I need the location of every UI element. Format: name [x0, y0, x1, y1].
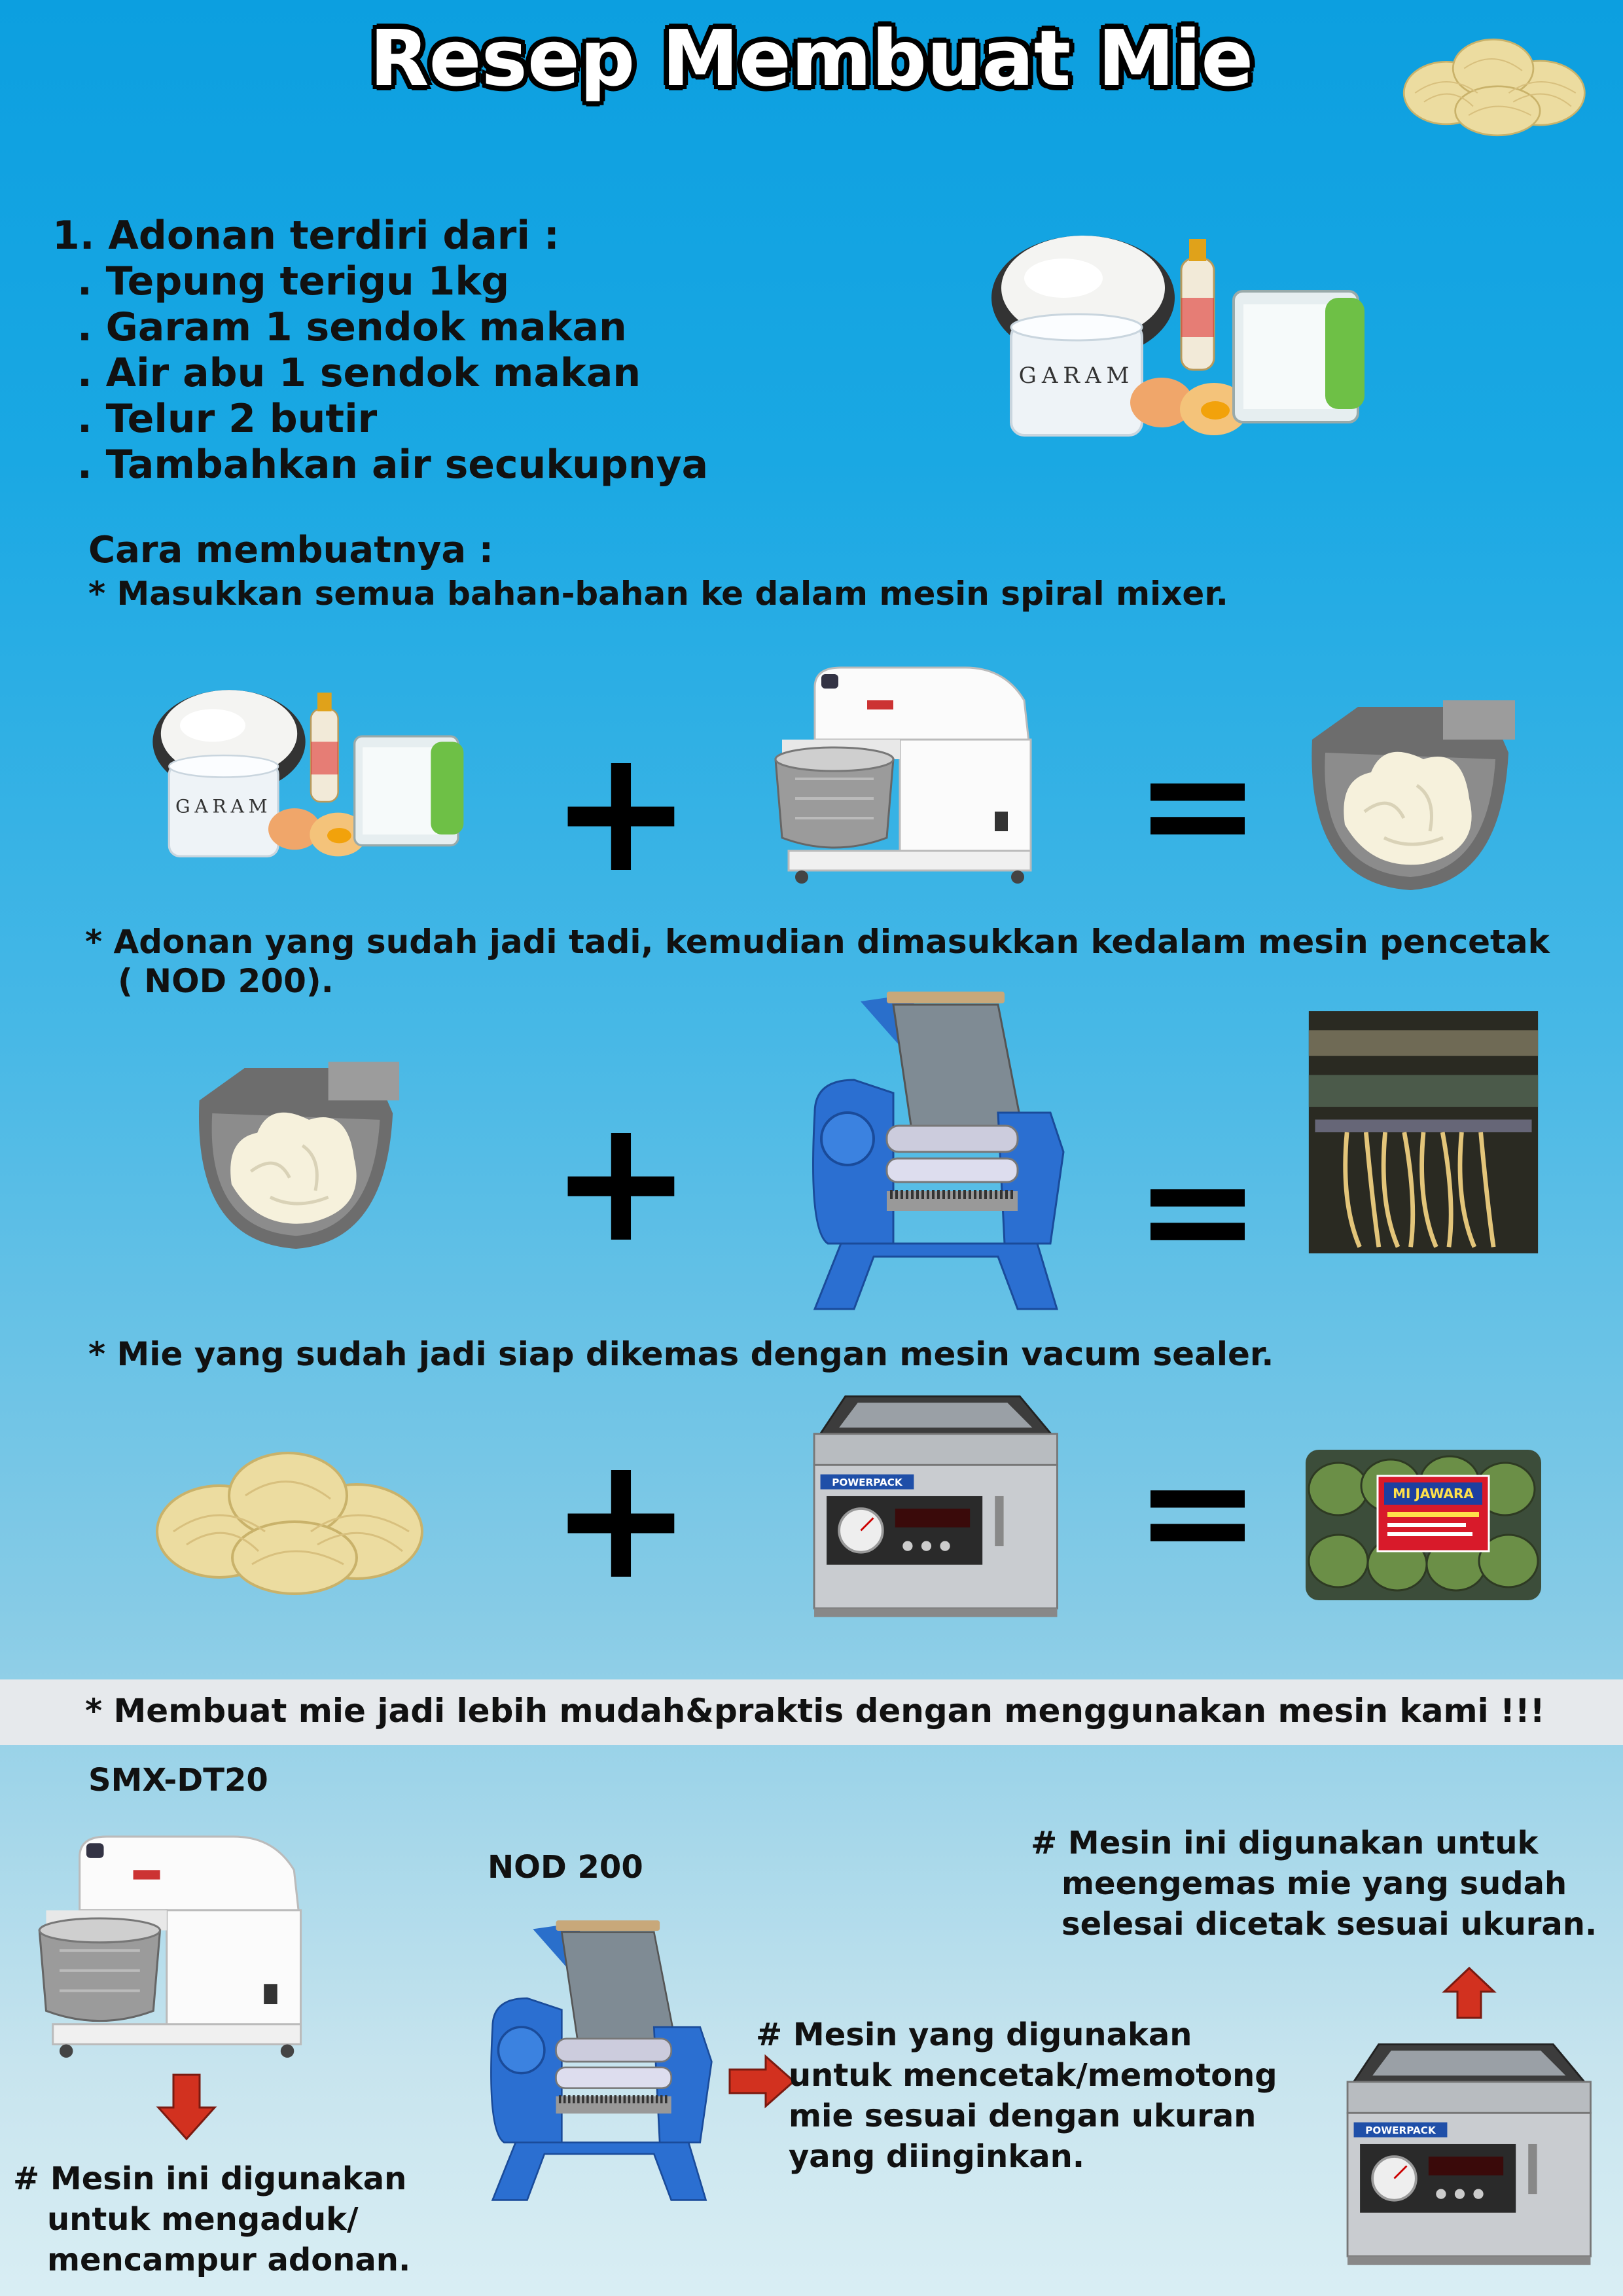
nod-desc-line: # Mesin yang digunakan — [756, 2017, 1192, 2053]
plus-symbol: + — [550, 713, 692, 910]
arrow-down-icon — [157, 2075, 216, 2140]
mixer-model-label: SMX-DT20 — [88, 1762, 268, 1799]
nod-200-machine-image — [481, 1908, 723, 2215]
noodle-nests-image — [147, 1433, 435, 1597]
ingredients-heading: 1. Adonan terdiri dari : — [52, 213, 560, 259]
arrow-up-icon — [1443, 1967, 1495, 2019]
nod-model-label: NOD 200 — [488, 1849, 643, 1886]
mixer-desc-line: untuk mengaduk/ — [47, 2201, 359, 2238]
vacuum-desc-line: selesai dicetak sesuai ukuran. — [1061, 1906, 1597, 1943]
dough-bowl-image — [1293, 700, 1515, 897]
noodle-nest-image — [1397, 3, 1594, 160]
plus-symbol: + — [550, 1420, 692, 1617]
ingredients-image — [985, 206, 1378, 455]
nod-desc-line: yang diinginkan. — [789, 2138, 1085, 2175]
step-1-text: * Masukkan semua bahan-bahan ke dalam mesin spiral mixer. — [88, 575, 1228, 613]
step-2-text: * Adonan yang sudah jadi tadi, kemudian dimasukkan kedalam mesin pencetak — [85, 923, 1550, 961]
equals-symbol: = — [1134, 1123, 1261, 1298]
ingredients-image — [147, 651, 474, 887]
arrow-right-icon — [730, 2055, 795, 2108]
vacuum-sealer-image — [1335, 2032, 1597, 2281]
nod-200-machine-image — [802, 982, 1077, 1322]
noodle-output-image — [1306, 1011, 1541, 1253]
vacuum-desc-line: meengemas mie yang sudah — [1061, 1865, 1567, 1902]
ingredient-item: . Tepung terigu 1kg — [77, 259, 510, 304]
equals-symbol: = — [1134, 717, 1261, 892]
noodle-package-image — [1306, 1450, 1541, 1600]
ingredient-item: . Telur 2 butir — [77, 396, 378, 442]
vacuum-sealer-image — [802, 1388, 1063, 1630]
vacuum-desc-line: # Mesin ini digunakan untuk — [1031, 1825, 1539, 1861]
nod-desc-line: untuk mencetak/memotong — [789, 2057, 1277, 2094]
step-2-text-cont: ( NOD 200). — [118, 962, 334, 1000]
step-3-text: * Mie yang sudah jadi siap dikemas dengan mesin vacum sealer. — [88, 1335, 1274, 1373]
mixer-desc-line: mencampur adonan. — [47, 2242, 411, 2278]
ingredient-item: . Air abu 1 sendok makan — [77, 350, 641, 396]
spiral-mixer-image — [33, 1826, 314, 2068]
ingredient-item: . Tambahkan air secukupnya — [77, 442, 709, 488]
method-heading: Cara membuatnya : — [88, 529, 494, 571]
spiral-mixer-image — [769, 651, 1044, 900]
ingredient-item: . Garam 1 sendok makan — [77, 304, 627, 350]
dough-bowl-image — [180, 1060, 399, 1257]
plus-symbol: + — [550, 1083, 692, 1280]
equals-symbol: = — [1134, 1424, 1261, 1599]
promo-banner-text: * Membuat mie jadi lebih mudah&praktis dengan menggunakan mesin kami !!! — [85, 1692, 1545, 1730]
mixer-desc-line: # Mesin ini digunakan — [13, 2161, 407, 2197]
page-title: Resep Membuat Mie — [369, 13, 1254, 103]
nod-desc-line: mie sesuai dengan ukuran — [789, 2098, 1257, 2134]
